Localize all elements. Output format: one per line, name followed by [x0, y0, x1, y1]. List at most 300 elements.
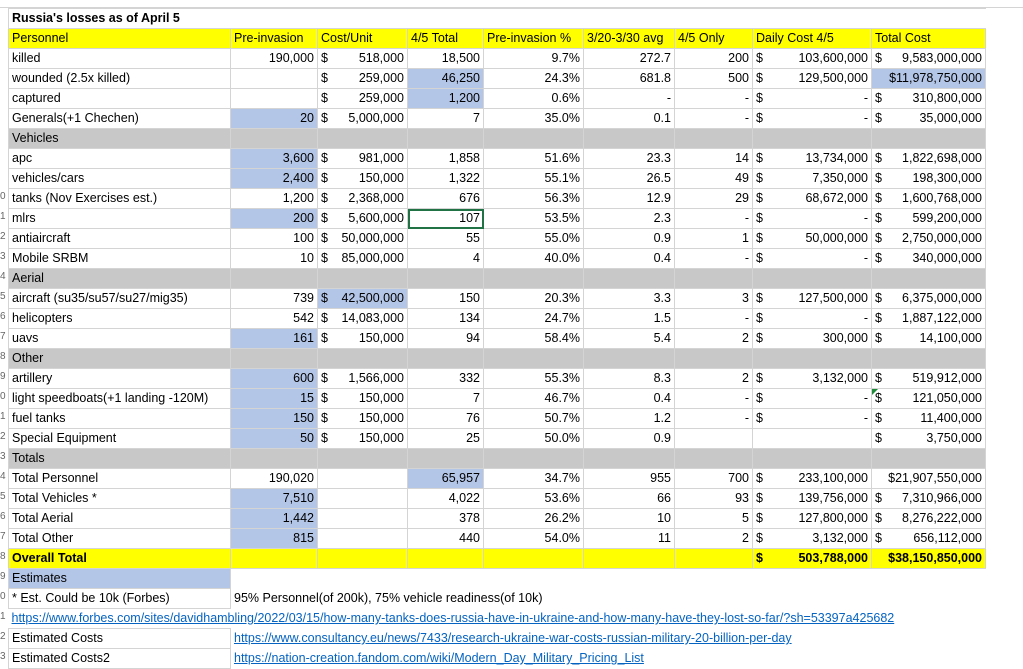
value-cell[interactable]	[318, 249, 408, 269]
value-cell[interactable]: 272.7	[584, 49, 675, 69]
row-label[interactable]: apc	[9, 149, 231, 169]
currency-symbol: $	[756, 371, 763, 385]
value-cell[interactable]	[872, 509, 986, 529]
value-cell[interactable]: 93	[675, 489, 753, 509]
header-cell[interactable]: Pre-invasion %	[484, 29, 584, 49]
value-cell[interactable]: 26.2%	[484, 509, 584, 529]
value-cell[interactable]: 134	[408, 309, 484, 329]
value-cell[interactable]	[872, 389, 986, 409]
value-cell[interactable]	[753, 429, 872, 449]
value-cell[interactable]	[872, 109, 986, 129]
value-cell[interactable]: 0.4	[584, 249, 675, 269]
value-cell[interactable]: 5.4	[584, 329, 675, 349]
table-row	[9, 209, 986, 229]
section-label[interactable]: Vehicles	[9, 129, 231, 149]
currency-symbol: $	[756, 211, 763, 225]
section-fill[interactable]	[675, 129, 753, 149]
value-cell[interactable]	[675, 429, 753, 449]
value-cell[interactable]	[484, 549, 584, 569]
value-cell[interactable]	[318, 549, 408, 569]
value-cell[interactable]: 681.8	[584, 69, 675, 89]
note-label[interactable]: * Est. Could be 10k (Forbes)	[9, 589, 231, 609]
value-cell[interactable]: 2	[675, 529, 753, 549]
currency-amount: 503,788,000	[798, 551, 868, 565]
value-cell[interactable]: 66	[584, 489, 675, 509]
currency-value	[756, 109, 868, 128]
row-label[interactable]: Mobile SRBM	[9, 249, 231, 269]
value-cell[interactable]: 0.4	[584, 389, 675, 409]
value-cell[interactable]	[318, 469, 408, 489]
section-fill[interactable]	[753, 449, 872, 469]
value-cell[interactable]	[318, 209, 408, 229]
value-cell[interactable]	[753, 249, 872, 269]
error-indicator-icon	[872, 389, 878, 395]
section-label[interactable]: Totals	[9, 449, 231, 469]
currency-amount: 340,000,000	[912, 251, 982, 265]
currency-amount: 1,887,122,000	[902, 311, 982, 325]
row-label[interactable]: artillery	[9, 369, 231, 389]
value-cell[interactable]	[872, 169, 986, 189]
value-cell[interactable]: 739	[231, 289, 318, 309]
section-fill[interactable]	[584, 349, 675, 369]
section-fill[interactable]	[872, 349, 986, 369]
currency-value	[875, 109, 982, 128]
value-cell[interactable]	[231, 89, 318, 109]
currency-symbol: $	[321, 331, 328, 345]
value-cell[interactable]: 100	[231, 229, 318, 249]
value-cell[interactable]	[318, 189, 408, 209]
value-cell[interactable]	[318, 369, 408, 389]
value-cell[interactable]: -	[675, 109, 753, 129]
value-cell[interactable]	[318, 329, 408, 349]
header-cell[interactable]: Personnel	[9, 29, 231, 49]
hyperlink[interactable]: https://nation-creation.fandom.com/wiki/Modern_Day_Military_Pricing_List	[234, 651, 644, 665]
currency-value	[756, 369, 868, 388]
value-cell[interactable]: 1,322	[408, 169, 484, 189]
section-fill[interactable]	[408, 269, 484, 289]
value-cell[interactable]: 200	[231, 209, 318, 229]
value-cell[interactable]: 1,200	[231, 189, 318, 209]
value-cell[interactable]: 7	[408, 389, 484, 409]
value-cell[interactable]	[872, 209, 986, 229]
value-cell[interactable]	[872, 329, 986, 349]
value-cell[interactable]: 24.7%	[484, 309, 584, 329]
value-cell[interactable]: 56.3%	[484, 189, 584, 209]
data-grid[interactable]	[8, 8, 986, 669]
value-cell[interactable]: $11,978,750,000	[872, 69, 986, 89]
currency-value	[756, 389, 868, 408]
value-cell[interactable]	[753, 189, 872, 209]
value-cell[interactable]: 29	[675, 189, 753, 209]
value-cell[interactable]	[753, 89, 872, 109]
value-cell[interactable]	[753, 309, 872, 329]
section-fill[interactable]	[408, 129, 484, 149]
section-fill[interactable]	[408, 449, 484, 469]
value-cell[interactable]: 161	[231, 329, 318, 349]
row-number-fragment: 4	[0, 271, 6, 282]
value-cell[interactable]	[872, 89, 986, 109]
value-cell[interactable]	[675, 549, 753, 569]
value-cell[interactable]: -	[675, 389, 753, 409]
value-cell[interactable]	[753, 489, 872, 509]
currency-amount: -	[863, 211, 868, 225]
value-cell[interactable]	[318, 229, 408, 249]
value-cell[interactable]	[753, 389, 872, 409]
section-fill[interactable]	[675, 449, 753, 469]
value-cell[interactable]: 1.5	[584, 309, 675, 329]
value-cell[interactable]: 55.1%	[484, 169, 584, 189]
value-cell[interactable]: 676	[408, 189, 484, 209]
column-header-strip	[0, 0, 1023, 8]
value-cell[interactable]: 53.6%	[484, 489, 584, 509]
currency-amount: 310,800,000	[912, 91, 982, 105]
currency-value	[756, 69, 868, 88]
value-cell[interactable]: 26.5	[584, 169, 675, 189]
value-cell[interactable]	[753, 409, 872, 429]
currency-value	[756, 469, 868, 488]
currency-symbol: $	[321, 311, 328, 325]
value-cell[interactable]: 5	[675, 509, 753, 529]
estimates-label[interactable]: Estimates	[9, 569, 231, 589]
section-fill[interactable]	[231, 449, 318, 469]
value-cell[interactable]: 20	[231, 109, 318, 129]
hyperlink[interactable]: https://www.consultancy.eu/news/7433/research-ukraine-war-costs-russian-military-20-billion-per-day	[234, 631, 792, 645]
value-cell[interactable]	[753, 49, 872, 69]
section-fill[interactable]	[584, 449, 675, 469]
value-cell[interactable]: $21,907,550,000	[872, 469, 986, 489]
currency-symbol: $	[756, 331, 763, 345]
value-cell[interactable]: 15	[231, 389, 318, 409]
section-label[interactable]: Aerial	[9, 269, 231, 289]
value-cell[interactable]: 18,500	[408, 49, 484, 69]
value-cell[interactable]: 1,442	[231, 509, 318, 529]
value-cell[interactable]: 11	[584, 529, 675, 549]
value-cell[interactable]	[753, 109, 872, 129]
row-number-fragment: 2	[0, 631, 6, 642]
value-cell[interactable]: $38,150,850,000	[872, 549, 986, 569]
value-cell[interactable]: -	[675, 89, 753, 109]
value-cell[interactable]	[753, 529, 872, 549]
value-cell[interactable]: 1,858	[408, 149, 484, 169]
value-cell[interactable]: 24.3%	[484, 69, 584, 89]
value-cell[interactable]	[872, 289, 986, 309]
value-cell[interactable]: 9.7%	[484, 49, 584, 69]
value-cell[interactable]: 50.0%	[484, 429, 584, 449]
value-cell[interactable]: 2.3	[584, 209, 675, 229]
value-cell[interactable]	[231, 69, 318, 89]
row-label[interactable]: uavs	[9, 329, 231, 349]
value-cell[interactable]	[753, 69, 872, 89]
value-cell[interactable]	[753, 549, 872, 569]
header-cell[interactable]: Cost/Unit	[318, 29, 408, 49]
value-cell[interactable]: 12.9	[584, 189, 675, 209]
value-cell[interactable]	[318, 169, 408, 189]
value-cell[interactable]: 10	[231, 249, 318, 269]
hyperlink[interactable]: https://www.forbes.com/sites/davidhambling/2022/03/15/how-many-tanks-does-russia-have-in-ukraine-and-how-many-have-they-lost-so-far/?sh=53397a425682	[11, 611, 895, 625]
table-row	[9, 369, 986, 389]
value-cell[interactable]: 150	[231, 409, 318, 429]
value-cell[interactable]: 2,400	[231, 169, 318, 189]
value-cell[interactable]: 55.0%	[484, 229, 584, 249]
value-cell[interactable]	[872, 489, 986, 509]
value-cell[interactable]	[872, 189, 986, 209]
row-label[interactable]: wounded (2.5x killed)	[9, 69, 231, 89]
row-label[interactable]: Total Vehicles *	[9, 489, 231, 509]
value-cell[interactable]: 50.7%	[484, 409, 584, 429]
value-cell[interactable]	[753, 369, 872, 389]
currency-value	[321, 149, 404, 168]
currency-amount: 518,000	[358, 51, 404, 65]
value-cell[interactable]: 2	[675, 369, 753, 389]
value-cell[interactable]	[231, 549, 318, 569]
value-cell[interactable]: 34.7%	[484, 469, 584, 489]
value-cell[interactable]: 190,000	[231, 49, 318, 69]
value-cell[interactable]: 150	[408, 289, 484, 309]
header-cell[interactable]: Daily Cost 4/5	[753, 29, 872, 49]
value-cell[interactable]	[753, 229, 872, 249]
value-cell[interactable]: 76	[408, 409, 484, 429]
section-fill[interactable]	[584, 129, 675, 149]
value-cell[interactable]: -	[675, 209, 753, 229]
value-cell[interactable]: 7	[408, 109, 484, 129]
value-cell[interactable]	[318, 69, 408, 89]
value-cell[interactable]: 54.0%	[484, 529, 584, 549]
row-label[interactable]: killed	[9, 49, 231, 69]
row-label[interactable]: mlrs	[9, 209, 231, 229]
row-label[interactable]: aircraft (su35/su57/su27/mig35)	[9, 289, 231, 309]
value-cell[interactable]: 4	[408, 249, 484, 269]
currency-value	[756, 49, 868, 68]
value-cell[interactable]	[872, 49, 986, 69]
value-cell[interactable]	[584, 549, 675, 569]
section-fill[interactable]	[675, 349, 753, 369]
section-fill[interactable]	[872, 129, 986, 149]
value-cell[interactable]	[318, 109, 408, 129]
value-cell[interactable]: 815	[231, 529, 318, 549]
value-cell[interactable]	[318, 509, 408, 529]
currency-amount: 1,566,000	[348, 371, 404, 385]
currency-value	[321, 49, 404, 68]
value-cell[interactable]: 8.3	[584, 369, 675, 389]
currency-value	[321, 169, 404, 188]
value-cell[interactable]	[318, 489, 408, 509]
currency-value	[875, 309, 982, 328]
section-fill[interactable]	[231, 129, 318, 149]
value-cell[interactable]: 23.3	[584, 149, 675, 169]
value-cell[interactable]: 1,200	[408, 89, 484, 109]
row-label[interactable]: helicopters	[9, 309, 231, 329]
value-cell[interactable]: 55.3%	[484, 369, 584, 389]
currency-symbol: $	[321, 231, 328, 245]
header-cell[interactable]: 4/5 Only	[675, 29, 753, 49]
value-cell[interactable]: 51.6%	[484, 149, 584, 169]
header-cell[interactable]: 3/20-3/30 avg	[584, 29, 675, 49]
row-label[interactable]: tanks (Nov Exercises est.)	[9, 189, 231, 209]
value-cell[interactable]: 46.7%	[484, 389, 584, 409]
value-cell[interactable]: 440	[408, 529, 484, 549]
value-cell[interactable]	[872, 429, 986, 449]
value-cell[interactable]: 94	[408, 329, 484, 349]
currency-amount: 198,300,000	[912, 171, 982, 185]
value-cell[interactable]	[318, 409, 408, 429]
section-fill[interactable]	[484, 269, 584, 289]
value-cell[interactable]: 0.1	[584, 109, 675, 129]
value-cell[interactable]	[872, 369, 986, 389]
section-fill[interactable]	[408, 349, 484, 369]
value-cell[interactable]: 58.4%	[484, 329, 584, 349]
currency-amount: 259,000	[358, 91, 404, 105]
value-cell[interactable]	[408, 549, 484, 569]
section-fill[interactable]	[872, 449, 986, 469]
section-fill[interactable]	[484, 349, 584, 369]
row-label[interactable]: antiaircraft	[9, 229, 231, 249]
value-cell[interactable]	[318, 529, 408, 549]
value-cell[interactable]: 955	[584, 469, 675, 489]
row-label[interactable]: Total Personnel	[9, 469, 231, 489]
value-cell[interactable]	[318, 89, 408, 109]
row-label[interactable]: captured	[9, 89, 231, 109]
section-fill[interactable]	[753, 349, 872, 369]
section-fill[interactable]	[318, 129, 408, 149]
value-cell[interactable]: 1.2	[584, 409, 675, 429]
value-cell[interactable]	[872, 229, 986, 249]
value-cell[interactable]	[872, 149, 986, 169]
value-cell[interactable]: 332	[408, 369, 484, 389]
link-label[interactable]: Estimated Costs2	[9, 649, 231, 669]
value-cell[interactable]	[318, 49, 408, 69]
empty-cell[interactable]	[231, 569, 986, 589]
table-row	[9, 149, 986, 169]
value-cell[interactable]	[753, 149, 872, 169]
value-cell[interactable]	[318, 309, 408, 329]
row-label[interactable]: Total Aerial	[9, 509, 231, 529]
currency-value	[321, 389, 404, 408]
section-fill[interactable]	[753, 129, 872, 149]
value-cell[interactable]: 542	[231, 309, 318, 329]
value-cell[interactable]: 10	[584, 509, 675, 529]
value-cell[interactable]: 7,510	[231, 489, 318, 509]
value-cell[interactable]	[318, 389, 408, 409]
value-cell[interactable]: 25	[408, 429, 484, 449]
value-cell[interactable]	[318, 429, 408, 449]
value-cell[interactable]	[318, 149, 408, 169]
row-label[interactable]: Overall Total	[9, 549, 231, 569]
row-label[interactable]: vehicles/cars	[9, 169, 231, 189]
value-cell[interactable]: 3	[675, 289, 753, 309]
value-cell[interactable]	[872, 249, 986, 269]
value-cell[interactable]: -	[675, 249, 753, 269]
value-cell[interactable]: 200	[675, 49, 753, 69]
section-fill[interactable]	[484, 129, 584, 149]
value-cell[interactable]: 3.3	[584, 289, 675, 309]
value-cell[interactable]: 700	[675, 469, 753, 489]
value-cell[interactable]: 378	[408, 509, 484, 529]
value-cell[interactable]: 49	[675, 169, 753, 189]
value-cell[interactable]: 190,020	[231, 469, 318, 489]
value-cell[interactable]: 50	[231, 429, 318, 449]
value-cell[interactable]: 2	[675, 329, 753, 349]
section-fill[interactable]	[675, 269, 753, 289]
currency-amount: 11,400,000	[920, 411, 982, 425]
section-fill[interactable]	[318, 269, 408, 289]
value-cell[interactable]	[872, 409, 986, 429]
row-label[interactable]: fuel tanks	[9, 409, 231, 429]
currency-amount: 50,000,000	[805, 231, 868, 245]
value-cell[interactable]: 40.0%	[484, 249, 584, 269]
header-cell[interactable]: Pre-invasion	[231, 29, 318, 49]
link-label[interactable]: Estimated Costs	[9, 629, 231, 649]
value-cell[interactable]	[753, 509, 872, 529]
currency-value	[321, 309, 404, 328]
row-number-fragment: 2	[0, 231, 6, 242]
value-cell[interactable]: 0.9	[584, 229, 675, 249]
currency-amount: 121,050,000	[912, 391, 982, 405]
value-cell[interactable]: 4,022	[408, 489, 484, 509]
section-fill[interactable]	[753, 269, 872, 289]
value-cell[interactable]	[318, 289, 408, 309]
currency-amount: 300,000	[822, 331, 868, 345]
note-text[interactable]: 95% Personnel(of 200k), 75% vehicle readiness(of 10k)	[231, 589, 986, 609]
currency-symbol: $	[756, 231, 763, 245]
value-cell[interactable]: 20.3%	[484, 289, 584, 309]
currency-amount: 14,083,000	[341, 311, 404, 325]
section-fill[interactable]	[318, 349, 408, 369]
sheet-title[interactable]: Russia's losses as of April 5	[9, 9, 986, 29]
currency-symbol: $	[756, 91, 763, 105]
row-label[interactable]: light speedboats(+1 landing -120M)	[9, 389, 231, 409]
section-fill[interactable]	[231, 349, 318, 369]
value-cell[interactable]	[753, 209, 872, 229]
section-fill[interactable]	[318, 449, 408, 469]
value-cell[interactable]: 107	[408, 209, 484, 229]
value-cell[interactable]: -	[675, 409, 753, 429]
section-fill[interactable]	[231, 269, 318, 289]
value-cell[interactable]	[753, 469, 872, 489]
value-cell[interactable]: 600	[231, 369, 318, 389]
value-cell[interactable]: 0.6%	[484, 89, 584, 109]
value-cell[interactable]	[753, 169, 872, 189]
value-cell[interactable]: 46,250	[408, 69, 484, 89]
section-fill[interactable]	[584, 269, 675, 289]
header-cell[interactable]: 4/5 Total	[408, 29, 484, 49]
value-cell[interactable]: 65,957	[408, 469, 484, 489]
row-label[interactable]: Generals(+1 Chechen)	[9, 109, 231, 129]
currency-symbol: $	[321, 411, 328, 425]
value-cell[interactable]: 35.0%	[484, 109, 584, 129]
value-cell[interactable]	[872, 309, 986, 329]
value-cell[interactable]: 14	[675, 149, 753, 169]
value-cell[interactable]	[753, 289, 872, 309]
value-cell[interactable]: 3,600	[231, 149, 318, 169]
value-cell[interactable]: 55	[408, 229, 484, 249]
row-label[interactable]: Total Other	[9, 529, 231, 549]
table-row	[9, 389, 986, 409]
value-cell[interactable]: 53.5%	[484, 209, 584, 229]
value-cell[interactable]	[753, 329, 872, 349]
currency-value	[321, 189, 404, 208]
row-label[interactable]: Special Equipment	[9, 429, 231, 449]
value-cell[interactable]: -	[675, 309, 753, 329]
value-cell[interactable]: 500	[675, 69, 753, 89]
section-fill[interactable]	[484, 449, 584, 469]
value-cell[interactable]	[872, 529, 986, 549]
section-label[interactable]: Other	[9, 349, 231, 369]
value-cell[interactable]: 0.9	[584, 429, 675, 449]
section-fill[interactable]	[872, 269, 986, 289]
value-cell[interactable]: 1	[675, 229, 753, 249]
header-cell[interactable]: Total Cost	[872, 29, 986, 49]
value-cell[interactable]: -	[584, 89, 675, 109]
